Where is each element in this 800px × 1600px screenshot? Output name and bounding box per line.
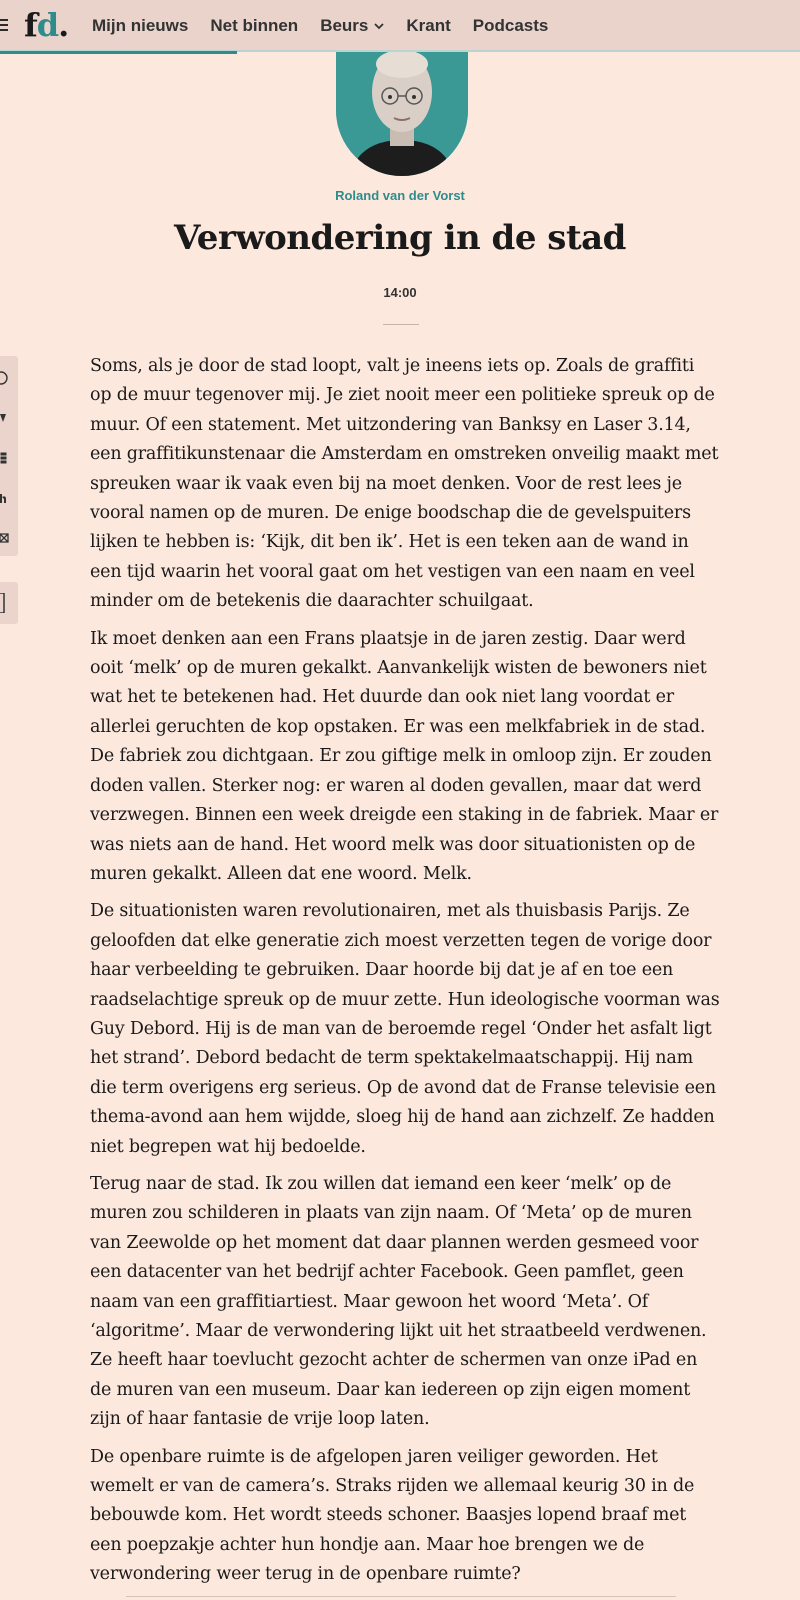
reading-progress-bar [0,51,237,54]
chevron-down-icon [374,21,384,31]
divider [126,1596,676,1597]
linkedin-icon [0,491,10,505]
article-paragraph: De openbare ruimte is de afgelopen jaren veiliger geworden. Het wemelt er van de camera’s. Straks rijden we allemaal keurig 30 in de bebouwde kom. Het wordt steeds schoner. Baasjes lopend braaf met een poepzakje achter hun hondje aan. Maar hoe brengen we de verwondering weer terug in de openbare ruimte? [90,1446,695,1585]
bookmark-icon [0,593,10,613]
article-title: Verwondering in de stad [174,218,626,258]
author-avatar[interactable] [336,52,468,176]
menu-icon[interactable] [0,19,8,31]
author-name[interactable]: Roland van der Vorst [335,188,465,203]
share-facebook-button[interactable] [0,436,18,480]
bookmark-button[interactable] [0,582,18,624]
email-icon [0,531,10,545]
nav-item-podcasts[interactable]: Podcasts [472,16,549,35]
article-paragraph: Terug naar de stad. Ik zou willen dat iemand een keer ‘melk’ op de muren zou schilderen in plaats van zijn naam. Of ‘Meta’ op de muren van Zeewolde op het moment dat daar plannen werden gesmeed voor een datacenter van het bedrijf achter Facebook. Geen pamflet, geen naam van een graffitiartiest. Maar gewoon het woord ‘Meta’. Of ‘algoritme’. Maar de verwondering lijkt uit het straatbeeld verdwenen. Ze heeft haar toevlucht gezocht achter de schermen van onze iPad en de muren van een museum. Daar kan iedereen op zijn eigen moment zijn of haar fantasie de vrije loop laten. [90,1173,707,1430]
facebook-icon [0,451,10,465]
divider [383,324,419,325]
nav-item-net-binnen[interactable]: Net binnen [210,16,299,35]
share-linkedin-button[interactable] [0,476,18,520]
nav-item-beurs[interactable]: Beurs [320,16,384,36]
twitter-icon [0,411,10,425]
nav-item-krant[interactable]: Krant [406,16,451,35]
main-nav [92,0,570,52]
nav-item-mijn-nieuws[interactable]: Mijn nieuws [92,16,189,35]
share-rail [0,356,18,556]
article-body [90,352,720,1598]
publish-time: 14:00 [383,285,417,300]
article-paragraph: Ik moet denken aan een Frans plaatsje in de jaren zestig. Daar werd ooit ‘melk’ op de muren gekalkt. Aanvankelijk wisten de bewoners niet wat het te betekenen had. Het duurde dan ook niet lang voordat er allerlei geruchten de kop opstaken. Er was een melkfabriek in de stad. De fabriek zou dichtgaan. Er zou giftige melk in omloop zijn. Er zouden doden vallen. Sterker nog: er waren al doden gevallen, maar dat werd verzwegen. Binnen een week dreigde een staking in de fabriek. Maar er was niets aan de hand. Het woord melk was door situationisten op de muren gekalkt. Alleen dat ene woord. Melk. [90,628,719,884]
top-navigation [0,0,800,52]
share-email-button[interactable] [0,516,18,560]
author-portrait-icon [336,52,468,176]
fd-logo[interactable]: fd. [24,6,69,44]
share-whatsapp-button[interactable] [0,356,18,400]
article-paragraph: Soms, als je door de stad loopt, valt je ineens iets op. Zoals de graffiti op de muur tegenover mij. Je ziet nooit meer een politieke spreuk op de muur. Of een statement. Met uitzondering van Banksy en Laser 3.14, een graffitikunstenaar die Amsterdam en omstreken onveilig maakt met spreuken waar ik vaak even bij na moet denken. Voor de rest lees je vooral namen op de muren. De enige boodschap die de gevelspuiters lijken te hebben is: ‘Kijk, dit ben ik’. Het is een teken aan de wand in een tijd waarin het vooral gaat om het vestigen van een naam en veel minder om de betekenis die daarachter schuilgaat. [90,356,719,612]
article-paragraph: De situationisten waren revolutionairen, met als thuisbasis Parijs. Ze geloofden dat elke generatie zich moest verzetten tegen de vorige door haar verbeelding te gebruiken. Daar hoorde bij dat je af en toe een raadselachtige spreuk op de muur zette. Hun ideologische voorman was Guy Debord. Hij is de man van de beroemde regel ‘Onder het asfalt ligt het strand’. Debord bedacht de term spektakelmaatschappij. Hij nam die term overigens erg serieus. Op de avond dat de Franse televisie een thema-avond aan hem wijdde, sloeg hij de hand aan zichzelf. Ze hadden niet begrepen wat hij bedoelde. [90,901,720,1157]
whatsapp-icon [0,371,10,385]
share-twitter-button[interactable] [0,396,18,440]
